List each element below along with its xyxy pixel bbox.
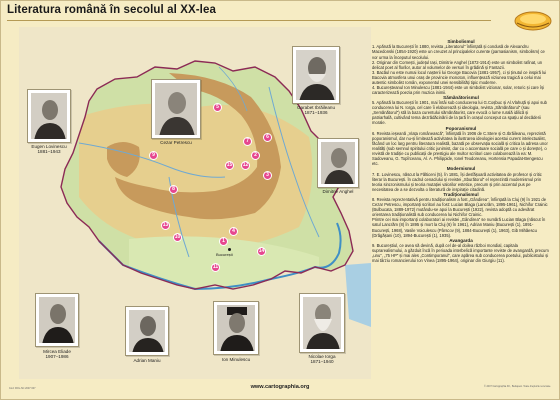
section-paragraph: 1. Apărută la București în 1880, revista „Literatorul” înființată și condusă de Alexandru Macedonski (1854-1920) este un creuzet al principalelor curente (parnasianism, simbolism) ce vor urma la începutul secolului. [372, 44, 545, 60]
portrait-adrian-maniu [125, 306, 169, 356]
person-silhouette-icon [31, 93, 67, 139]
portrait-photo [31, 93, 67, 139]
person-silhouette-icon [303, 297, 341, 349]
section-heading: Tradiționalismul [443, 191, 479, 197]
map-marker: 1 [219, 237, 228, 246]
portrait-photo [217, 305, 255, 351]
product-code: Cod: ROL-SC 2007 007 [9, 387, 36, 390]
portrait-dimitrie-anghel [317, 138, 359, 188]
description-column [372, 39, 550, 383]
map-marker: 4 [229, 227, 238, 236]
map-marker: 15 [226, 162, 233, 168]
section-paragraph: 3. Bacăul nu este numai locul nașterii lui George Bacovia (1881-1957), ci și ținutul ce inspiră lui Bacovia atmosfera unui oraș de provincie monoton, influențează viziunea tragică a celui mai autentic simbolist român, exponentul unei sensibilități tipic moderne. [372, 69, 547, 85]
portrait-caption: Dimitrie Anghel [322, 189, 354, 194]
map-marker: 6 [263, 133, 272, 142]
person-silhouette-icon [296, 50, 336, 100]
copyright-notice: © 2007 Cartographia Kft., Budapest. Toate drepturile rezervate. [484, 385, 551, 388]
capital-city-dot [228, 248, 231, 251]
portrait-caption: Adrian Maniu [133, 358, 161, 363]
portrait-caption: Nicolae Iorga [308, 354, 336, 359]
portrait-eugen-lovinescu [27, 89, 71, 143]
page-title: Literatura română în secolul al XX-lea [7, 4, 216, 16]
capital-city-label: București [216, 252, 233, 257]
portrait-caption: Mircea Eliade [43, 349, 71, 354]
section-paragraph: 7. E. Lovinescu, născut la Fălticeni (5). În 1881, își desfășoară activitatea de profesor și critic literar la București. În cadrul cenaclului și revistei „Sburătorul” el reprezintă modernismul prin teoria sincronismului și teoria mutației valorilor estetice, precum și prin accentul pus pe necesitatea de a se dezvolta o literatură de inspirație citadină. [372, 171, 542, 192]
map-marker: 7 [243, 137, 252, 146]
portrait-years: 1907–1986 [45, 354, 69, 359]
person-silhouette-icon [321, 142, 355, 184]
portrait-nicolae-iorga [299, 293, 345, 353]
section-heading: Avangarda [449, 237, 473, 243]
section-paragraph: 4. Bucureșteanul Ion Minulescu (1881-1944) este un simbolist vizionar, solar, retoric și care își caracterizează poezia prin muzica inimii. [372, 84, 545, 95]
section-heading: Modernismul [446, 166, 476, 172]
portrait-caption: Cezar Petrescu [160, 140, 192, 145]
section-paragraph: 6. Revista ieșeană „Viața românească”, înființată în 1906 de C.Stere și G.Ibrăileanu, reprezintă poporanismul, dar nu-și limitează activitatea la ilustrarea ideologiei acestui curent intelectualist, făcând un loc larg pentru literatura realistă, bazată pe observația socială și critica la adresa unor realități (sub semnul spiritului critic junimist, dar cu o accentuare socială pe care o și dorește), o revistă de tradiție cu publicații de prestigiu ale multor scriitori care colaborează la ea: M. Sadoveanu, G. Topîrceanu, Al. A. Philippide, Ionel Teodoreanu, Hortensia Papadat-Bengescu etc. [372, 130, 548, 167]
section-heading: Sămănătorismul [443, 94, 479, 100]
person-silhouette-icon [129, 310, 165, 352]
section-paragraph: 5. Apărută la București în 1901, mai întâi sub conducerea lui G.Coșbuc și Al.Vlahuță și apoi sub conducerea lui N. Iorga, cel care îi elaborează și ideologia, revista „Sămănătorul” (sau „Semănătorul”) stă la baza curentului sămănătorist, care evocă o lume rurală idilică și patriarhală, cultivând tema dezrădăcinării de la țară în orașul conceput ca spațiu al decăderii morale. [372, 100, 547, 126]
map-marker: 3 [263, 171, 272, 180]
portrait-years: 1881–1943 [37, 149, 61, 154]
map-marker: 9 [149, 151, 158, 160]
person-silhouette-icon [155, 83, 197, 135]
section-paragraph: 2. Originar din Cornești, județul Iași, Dimitrie Anghel (1872-1914) este un simbolist rafinat, un delicat poet al florilor, autor al volumelor de versuri În grădină și Fantazii. [372, 59, 543, 70]
portrait-caption: Eugen Lovinescu [31, 144, 67, 149]
portrait-years: 1871–1936 [304, 110, 328, 115]
section-heading: Simbolismul [447, 39, 475, 44]
portrait-caption: Ion Minulescu [221, 357, 251, 362]
person-silhouette-icon [39, 297, 75, 343]
map-marker: 2 [251, 151, 260, 160]
person-silhouette-icon [217, 305, 255, 351]
portrait-ion-minulescu [213, 301, 259, 355]
portrait-cezar-petrescu [151, 79, 201, 139]
map-marker: 10 [174, 234, 181, 240]
portrait-photo [129, 310, 165, 352]
section-heading: Poporanismul [445, 125, 477, 131]
map-marker: 12 [242, 162, 249, 168]
website-footer: www.cartographia.org [250, 384, 310, 390]
portrait-photo [39, 297, 75, 343]
portrait-mircea-eliade [35, 293, 79, 347]
section-paragraph: Printre cei mai importanți colaboratori ai revistei „Gândirea” se numără Lucian Blaga (născut în satul Lancrăm (8) în 1895 și mort la Cluj (6) în 1961), Adrian Maniu (București (1), 1891-București, 1968), Vasile Voiculescu (Pârscov (9), 1884-București (1), 1963), Gib Mihăescu (Drăgășani (10), 1894-București (1), 1935). [372, 217, 546, 238]
section-paragraph: 8. Revista reprezentativă pentru tradiționalism a fost „Gândirea”, înființată la Cluj (9) în 1921 de Cezar Petrescu, importanți scriitori au fost: Lucian Blaga (Lancrăm, 1895-1961), Nichifor Crainic (Bulbucata, 1889-1972) mutându-se apoi la București (1922), revista adoptă cu adevărat orientarea tradiționalistă sub conducerea lui Nichifor Crainic. [372, 197, 548, 218]
section-paragraph: 9. Bucureștiul, ce avea să devină, după cel de-al doilea război mondial, capitala suprarealismului, a găzduit încă în perioada interbelică importante reviste de avangardă, precum „unu”, „75 HP” și mai ales „Contimporanul”, care apărea sub conducerea poetului, publicistului și mai târziu romancierului Ion Vinea (1895-1964), originar din Giurgiu (11). [372, 243, 549, 264]
map-marker: 13 [162, 222, 169, 228]
portrait-photo [296, 50, 336, 100]
portrait-photo [321, 142, 355, 184]
title-divider [7, 20, 491, 21]
map-marker: 14 [258, 248, 265, 254]
map-marker: 5 [213, 103, 222, 112]
portrait-years: 1871–1940 [310, 359, 334, 364]
publisher-logo-icon [511, 7, 555, 33]
map-marker: 11 [212, 264, 219, 270]
portrait-photo [303, 297, 341, 349]
map-marker: 8 [169, 185, 178, 194]
portrait-photo [155, 83, 197, 135]
portrait-garabet-ibraileanu [292, 46, 340, 104]
portrait-caption: Garabet Ibrăileanu [296, 105, 336, 110]
